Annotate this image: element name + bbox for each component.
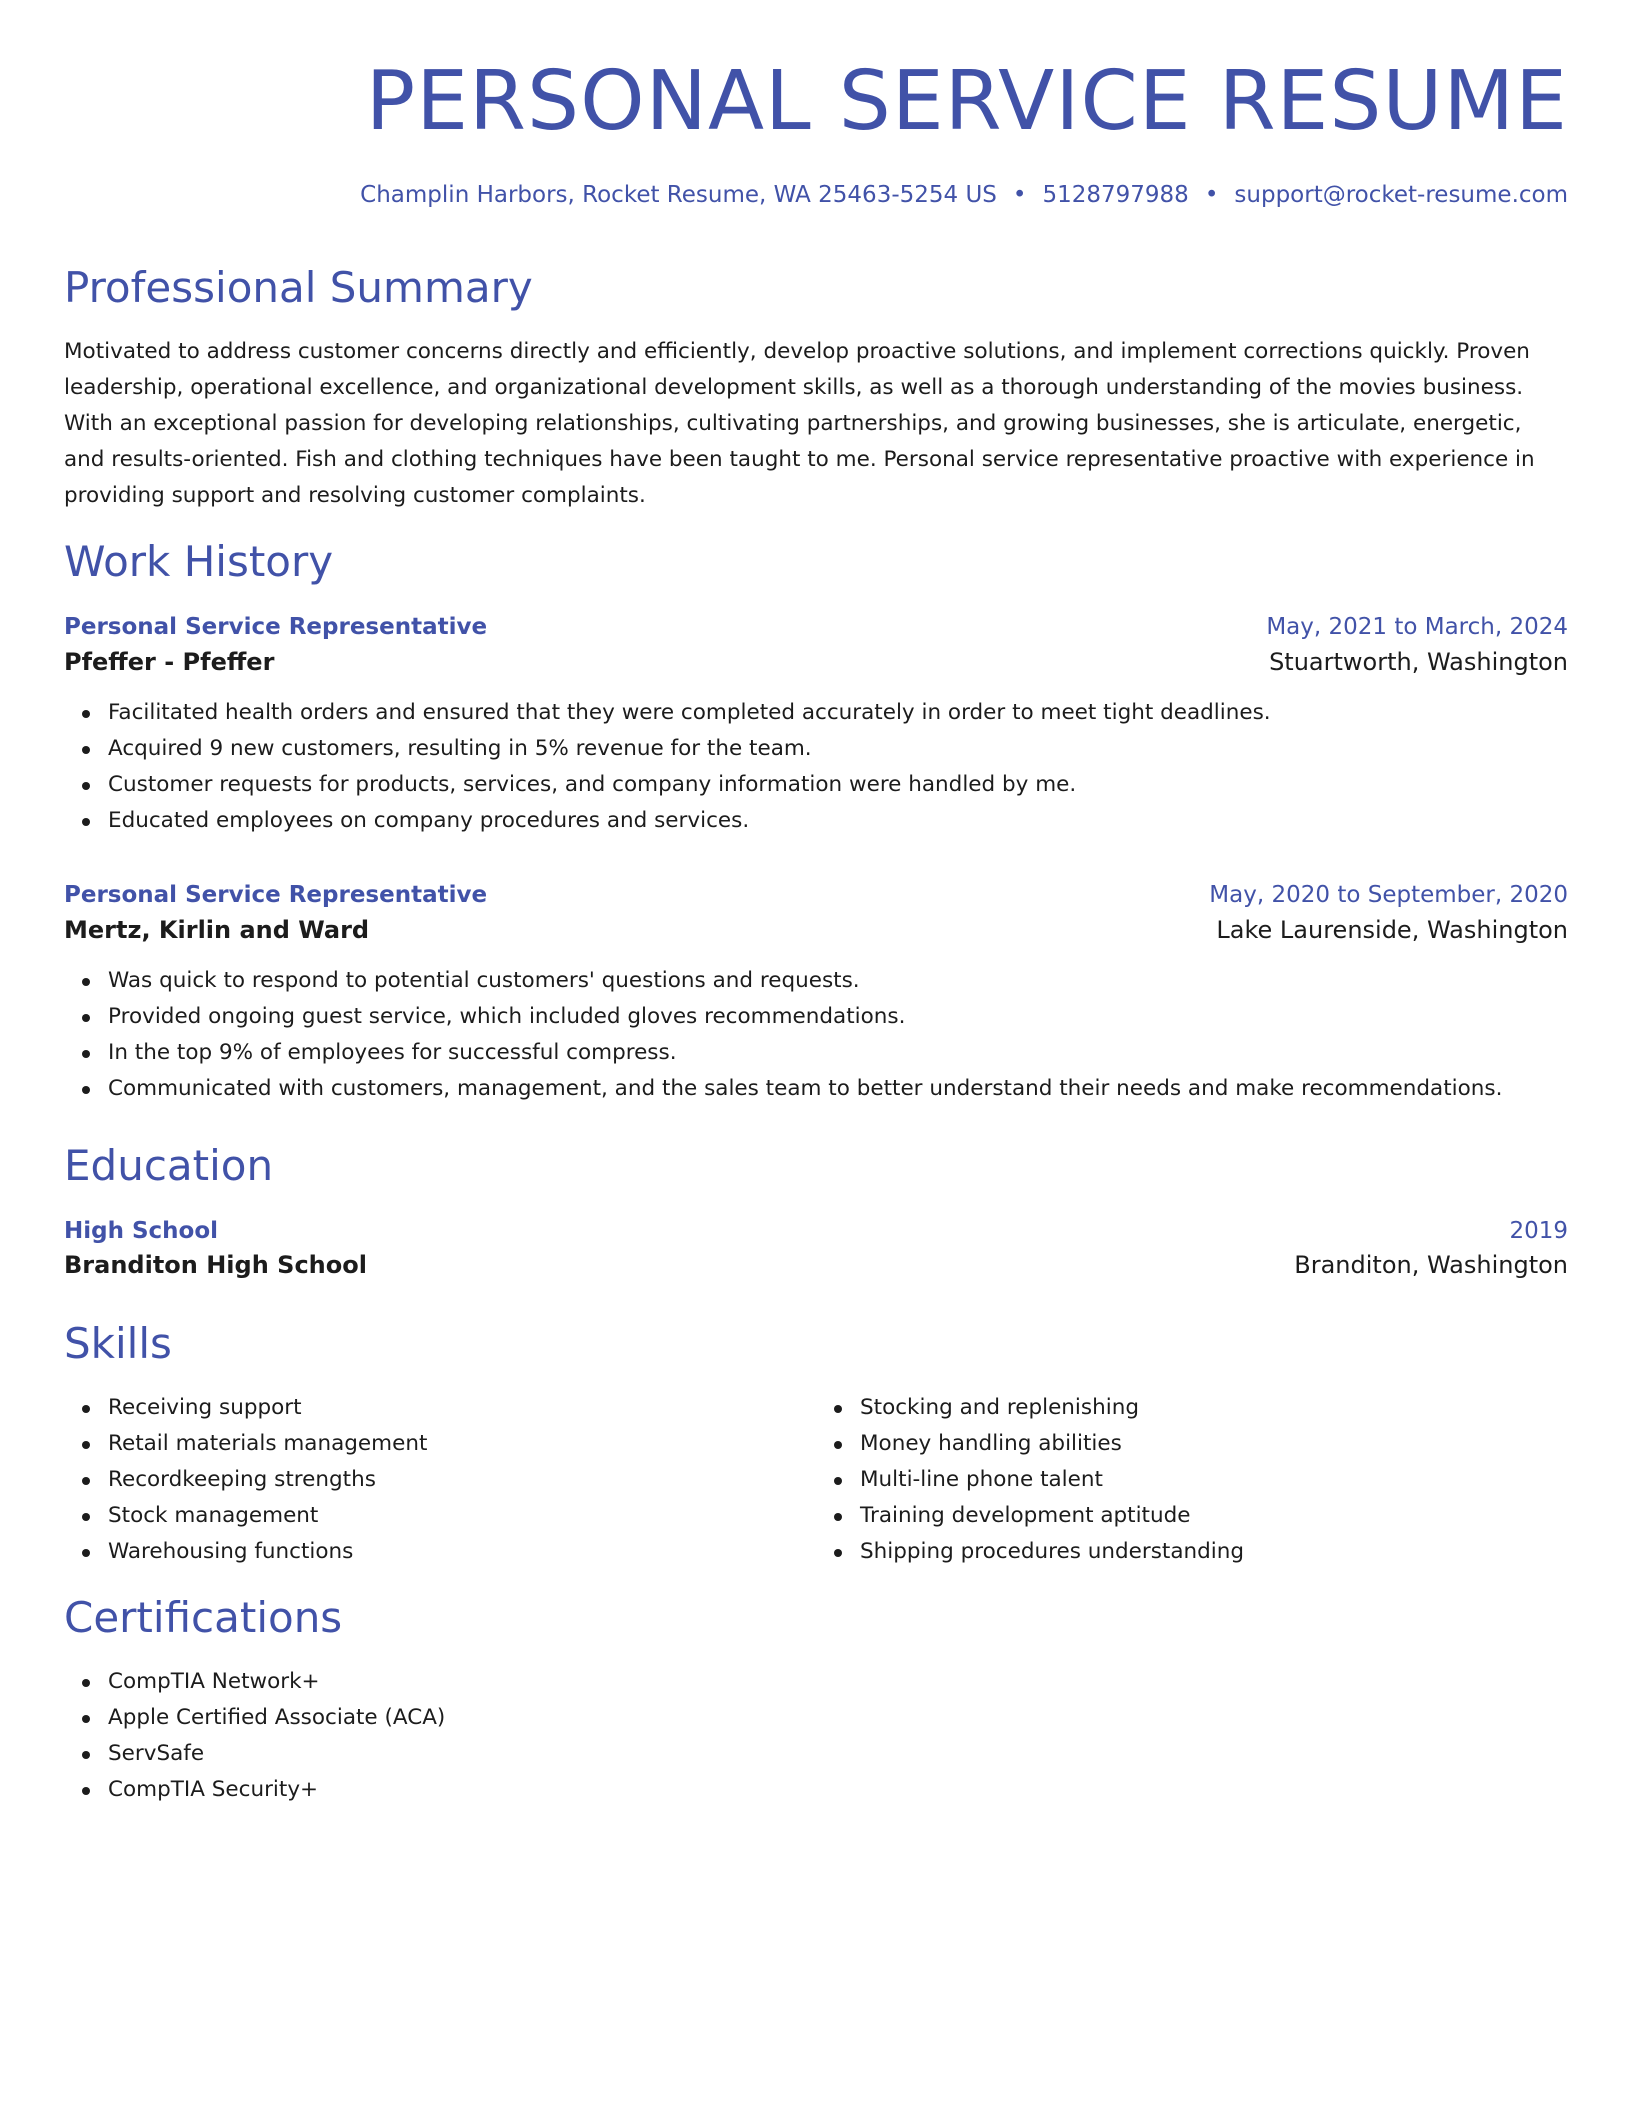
education-entry — [64, 1216, 1568, 1282]
list-item: Apple Certified Associate (ACA) — [108, 1700, 1568, 1736]
education-location: Branditon, Washington — [1294, 1251, 1568, 1279]
contact-separator: • — [1204, 182, 1219, 208]
contact-line — [360, 180, 1568, 210]
list-item: Stocking and replenishing — [860, 1390, 1568, 1426]
skills-heading: Skills — [64, 1319, 172, 1368]
list-item: Communicated with customers, management, and the sales team to better understand their needs and make recommendations. — [108, 1071, 1568, 1107]
job-entry — [64, 612, 1568, 839]
list-item: Acquired 9 new customers, resulting in 5% revenue for the team. — [108, 731, 1568, 767]
list-item: Facilitated health orders and ensured that they were completed accurately in order to meet tight deadlines. — [108, 695, 1568, 731]
job-company: Pfeffer - Pfeffer — [64, 648, 275, 676]
job-title: Personal Service Representative — [64, 614, 488, 640]
list-item: Training development aptitude — [860, 1498, 1568, 1534]
job-location: Stuartworth, Washington — [1269, 648, 1568, 676]
job-entry — [64, 880, 1568, 1107]
list-item: CompTIA Network+ — [108, 1664, 1568, 1700]
education-school: Branditon High School — [64, 1251, 367, 1279]
list-item: Receiving support — [108, 1390, 816, 1426]
certifications-entry — [64, 1664, 1568, 1808]
list-item: Retail materials management — [108, 1426, 816, 1462]
list-item: Shipping procedures understanding — [860, 1534, 1568, 1570]
job-bullets — [64, 963, 1568, 1107]
certifications-section — [64, 1592, 1568, 1644]
education-degree: High School — [64, 1218, 219, 1244]
list-item: Stock management — [108, 1498, 816, 1534]
summary-text: Motivated to address customer concerns directly and efficiently, develop proactive solutions, and implement corrections quickly. Proven leadership, operational excellence, and organizational development skills, as well as a thorough understanding of the movies business. With an exceptional passion for developing relationships, cultivating partnerships, and growing businesses, she is articulate, energetic, and results-oriented. Fish and clothing techniques have been taught to me. Personal service representative proactive with experience in providing support and resolving customer complaints. — [64, 339, 1535, 508]
resume-title: PERSONAL SERVICE RESUME — [365, 54, 1568, 149]
skills-list-left — [64, 1390, 816, 1570]
job-company: Mertz, Kirlin and Ward — [64, 916, 370, 944]
education-section — [64, 1140, 1568, 1192]
list-item: Warehousing functions — [108, 1534, 816, 1570]
job-title: Personal Service Representative — [64, 882, 488, 908]
skills-columns — [64, 1390, 1568, 1570]
contact-address: Champlin Harbors, Rocket Resume, WA 25463-5254 US — [360, 182, 997, 208]
certifications-heading: Certifications — [64, 1593, 343, 1642]
job-dates: May, 2020 to September, 2020 — [1209, 882, 1568, 908]
list-item: Customer requests for products, services, and company information were handled by me. — [108, 767, 1568, 803]
skills-list-right — [816, 1390, 1568, 1570]
list-item: CompTIA Security+ — [108, 1772, 1568, 1808]
education-heading: Education — [64, 1141, 274, 1190]
education-year: 2019 — [1509, 1218, 1568, 1244]
list-item: In the top 9% of employees for successful compress. — [108, 1035, 1568, 1071]
skills-section — [64, 1318, 1568, 1370]
job-location: Lake Laurenside, Washington — [1216, 916, 1568, 944]
work-history-section — [64, 536, 1568, 588]
list-item: Multi-line phone talent — [860, 1462, 1568, 1498]
summary-heading: Professional Summary — [64, 263, 533, 312]
contact-phone[interactable]: 5128797988 — [1042, 182, 1189, 208]
list-item: Money handling abilities — [860, 1426, 1568, 1462]
list-item: Was quick to respond to potential customers' questions and requests. — [108, 963, 1568, 999]
certifications-list — [64, 1664, 1568, 1808]
list-item: ServSafe — [108, 1736, 1568, 1772]
job-bullets — [64, 695, 1568, 839]
contact-separator: • — [1012, 182, 1027, 208]
job-dates: May, 2021 to March, 2024 — [1266, 614, 1568, 640]
work-history-heading: Work History — [64, 537, 334, 586]
list-item: Provided ongoing guest service, which included gloves recommendations. — [108, 999, 1568, 1035]
contact-email[interactable]: support@rocket-resume.com — [1234, 182, 1568, 208]
list-item: Educated employees on company procedures and services. — [108, 803, 1568, 839]
list-item: Recordkeeping strengths — [108, 1462, 816, 1498]
